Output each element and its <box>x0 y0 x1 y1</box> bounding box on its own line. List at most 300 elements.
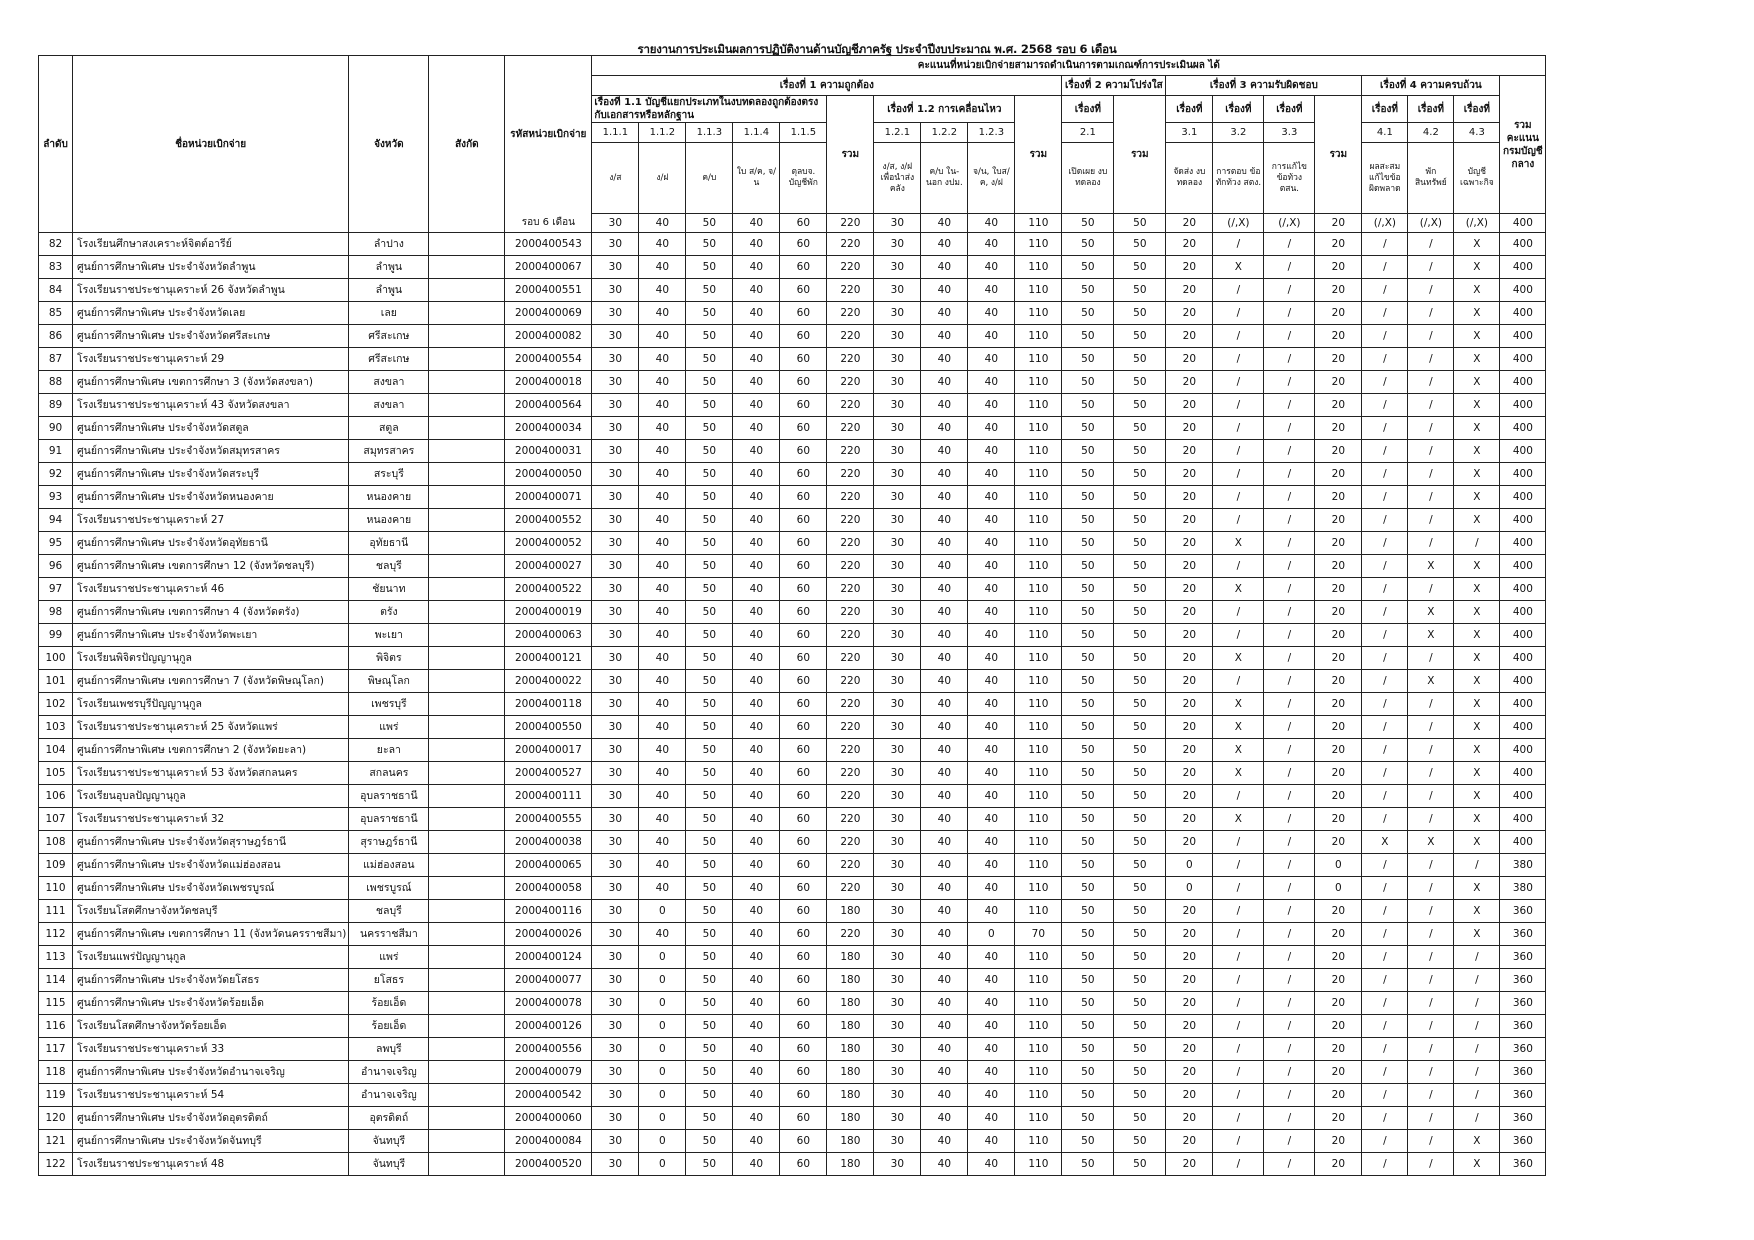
row-province: แพร่ <box>349 716 429 739</box>
max-score-cell: 50 <box>1114 214 1166 233</box>
row-score-cell: 400 <box>1500 440 1546 463</box>
row-score-cell: 20 <box>1315 670 1362 693</box>
row-score-cell: 30 <box>874 417 921 440</box>
row-score-cell: 40 <box>921 440 968 463</box>
max-score-cell: 40 <box>733 214 780 233</box>
header-round: รอบ 6 เดือน <box>505 214 592 233</box>
row-score-cell: 30 <box>592 785 639 808</box>
row-score-cell: X <box>1408 601 1454 624</box>
row-score-cell: 20 <box>1315 785 1362 808</box>
row-score-cell: 40 <box>639 578 686 601</box>
row-unit-name: ศูนย์การศึกษาพิเศษ ประจำจังหวัดอุทัยธานี <box>73 532 349 555</box>
row-score-cell: 60 <box>780 1084 827 1107</box>
report-title: รายงานการประเมินผลการปฏิบัติงานด้านบัญชีภาครัฐ ประจำปีงบประมาณ พ.ศ. 2568 รอบ 6 เดือน <box>637 42 1117 56</box>
row-order: 94 <box>39 509 73 532</box>
table-row <box>39 417 1546 440</box>
row-score-cell: 30 <box>592 279 639 302</box>
row-score-cell: 0 <box>639 1015 686 1038</box>
row-score-cell: 0 <box>1166 877 1213 900</box>
table-row <box>39 854 1546 877</box>
row-score-cell: / <box>1408 532 1454 555</box>
row-score-cell: 40 <box>968 624 1015 647</box>
row-score-cell: 30 <box>874 831 921 854</box>
row-score-cell: 110 <box>1015 693 1062 716</box>
row-score-cell: 40 <box>921 854 968 877</box>
row-score-cell: 50 <box>686 325 733 348</box>
row-unit-name: โรงเรียนโสตศึกษาจังหวัดร้อยเอ็ด <box>73 1015 349 1038</box>
row-unit-code: 2000400520 <box>505 1153 592 1176</box>
header-topic-4: เรื่องที่ 4 ความครบถ้วน <box>1362 76 1500 96</box>
row-score-cell: 20 <box>1166 785 1213 808</box>
row-score-cell: 40 <box>921 739 968 762</box>
row-order: 82 <box>39 233 73 256</box>
row-score-cell: 40 <box>639 509 686 532</box>
row-score-cell: 50 <box>686 463 733 486</box>
row-score-cell: 400 <box>1500 716 1546 739</box>
row-score-cell: 40 <box>639 302 686 325</box>
row-unit-code: 2000400078 <box>505 992 592 1015</box>
row-score-cell: 40 <box>921 394 968 417</box>
header-desc-3-3: การแก้ไข ข้อท้วง ตสน. <box>1264 143 1315 214</box>
row-score-cell: 400 <box>1500 762 1546 785</box>
header-topic-3-3: เรื่องที่ <box>1264 96 1315 123</box>
row-score-cell: 400 <box>1500 785 1546 808</box>
row-score-cell: 110 <box>1015 302 1062 325</box>
row-score-cell: 30 <box>874 716 921 739</box>
row-score-cell: 180 <box>827 1061 874 1084</box>
max-score-cell: 50 <box>1062 214 1114 233</box>
row-score-cell: X <box>1454 279 1500 302</box>
row-score-cell: / <box>1454 1061 1500 1084</box>
row-score-cell: 60 <box>780 509 827 532</box>
table-row <box>39 808 1546 831</box>
row-score-cell: 220 <box>827 302 874 325</box>
row-score-cell: 40 <box>733 1061 780 1084</box>
row-score-cell: 30 <box>874 1107 921 1130</box>
row-score-cell: 30 <box>874 1153 921 1176</box>
row-score-cell: / <box>1213 394 1264 417</box>
row-score-cell: / <box>1264 785 1315 808</box>
row-score-cell: / <box>1213 1084 1264 1107</box>
row-province: พะเยา <box>349 624 429 647</box>
row-score-cell: 50 <box>1062 946 1114 969</box>
row-score-cell: 50 <box>1062 1061 1114 1084</box>
row-score-cell: 0 <box>639 1084 686 1107</box>
row-score-cell: 40 <box>733 1153 780 1176</box>
row-province: อุทัยธานี <box>349 532 429 555</box>
row-province: สมุทรสาคร <box>349 440 429 463</box>
row-score-cell: 220 <box>827 785 874 808</box>
row-score-cell: 60 <box>780 785 827 808</box>
row-score-cell: 20 <box>1315 532 1362 555</box>
row-unit-code: 2000400556 <box>505 1038 592 1061</box>
row-score-cell: 60 <box>780 302 827 325</box>
row-score-cell: 20 <box>1166 670 1213 693</box>
row-unit-code: 2000400034 <box>505 417 592 440</box>
row-unit-code: 2000400084 <box>505 1130 592 1153</box>
row-score-cell: 30 <box>592 831 639 854</box>
row-score-cell: 40 <box>733 900 780 923</box>
row-score-cell: 30 <box>874 670 921 693</box>
row-score-cell: 400 <box>1500 325 1546 348</box>
row-score-cell: / <box>1408 969 1454 992</box>
row-score-cell: 30 <box>592 923 639 946</box>
row-score-cell: 40 <box>921 946 968 969</box>
row-order: 102 <box>39 693 73 716</box>
row-score-cell: 400 <box>1500 371 1546 394</box>
row-score-cell: 60 <box>780 532 827 555</box>
row-affiliation <box>429 440 505 463</box>
row-score-cell: 50 <box>1114 1153 1166 1176</box>
row-score-cell: 60 <box>780 762 827 785</box>
table-row <box>39 601 1546 624</box>
row-score-cell: / <box>1264 1130 1315 1153</box>
row-score-cell: 30 <box>592 302 639 325</box>
row-score-cell: 50 <box>1114 233 1166 256</box>
row-score-cell: 20 <box>1166 693 1213 716</box>
row-score-cell: / <box>1264 739 1315 762</box>
row-order: 100 <box>39 647 73 670</box>
row-score-cell: 50 <box>1114 371 1166 394</box>
header-topic-4-3: เรื่องที่ <box>1454 96 1500 123</box>
row-score-cell: / <box>1264 348 1315 371</box>
row-score-cell: X <box>1213 256 1264 279</box>
row-score-cell: 40 <box>968 394 1015 417</box>
row-score-cell: 360 <box>1500 992 1546 1015</box>
row-score-cell: 40 <box>921 601 968 624</box>
table-row <box>39 1015 1546 1038</box>
row-score-cell: 50 <box>1062 601 1114 624</box>
row-score-cell: 220 <box>827 486 874 509</box>
row-score-cell: 20 <box>1166 348 1213 371</box>
row-score-cell: 400 <box>1500 463 1546 486</box>
row-score-cell: 40 <box>733 877 780 900</box>
row-score-cell: 50 <box>686 1038 733 1061</box>
row-score-cell: 50 <box>1062 900 1114 923</box>
row-score-cell: X <box>1454 831 1500 854</box>
row-score-cell: / <box>1213 1015 1264 1038</box>
table-row <box>39 670 1546 693</box>
row-score-cell: 400 <box>1500 532 1546 555</box>
row-score-cell: 20 <box>1315 371 1362 394</box>
row-score-cell: / <box>1362 302 1408 325</box>
row-score-cell: 50 <box>686 279 733 302</box>
row-score-cell: / <box>1408 808 1454 831</box>
row-score-cell: 50 <box>1114 1130 1166 1153</box>
row-score-cell: 360 <box>1500 923 1546 946</box>
row-score-cell: 40 <box>968 854 1015 877</box>
row-score-cell: / <box>1264 532 1315 555</box>
table-row <box>39 486 1546 509</box>
table-row <box>39 463 1546 486</box>
row-score-cell: 30 <box>874 969 921 992</box>
max-score-cell: 110 <box>1015 214 1062 233</box>
row-score-cell: 30 <box>592 348 639 371</box>
row-order: 90 <box>39 417 73 440</box>
row-score-cell: / <box>1408 716 1454 739</box>
row-province: ลำพูน <box>349 279 429 302</box>
row-score-cell: / <box>1213 1153 1264 1176</box>
row-score-cell: 400 <box>1500 808 1546 831</box>
row-score-cell: / <box>1362 1130 1408 1153</box>
row-score-cell: / <box>1213 624 1264 647</box>
row-score-cell: 20 <box>1315 647 1362 670</box>
row-score-cell: 50 <box>1062 877 1114 900</box>
row-score-cell: 40 <box>921 1130 968 1153</box>
row-affiliation <box>429 877 505 900</box>
row-unit-name: โรงเรียนราชประชานุเคราะห์ 46 <box>73 578 349 601</box>
max-score-cell: (/,X) <box>1408 214 1454 233</box>
row-score-cell: 50 <box>686 647 733 670</box>
row-score-cell: / <box>1408 256 1454 279</box>
row-unit-name: โรงเรียนราชประชานุเคราะห์ 32 <box>73 808 349 831</box>
row-score-cell: 30 <box>592 1084 639 1107</box>
row-score-cell: 60 <box>780 348 827 371</box>
row-score-cell: 40 <box>921 256 968 279</box>
table-row <box>39 279 1546 302</box>
row-score-cell: 50 <box>1062 348 1114 371</box>
row-score-cell: / <box>1362 785 1408 808</box>
row-score-cell: X <box>1454 348 1500 371</box>
row-order: 116 <box>39 1015 73 1038</box>
row-score-cell: 50 <box>686 900 733 923</box>
row-score-cell: 40 <box>639 555 686 578</box>
row-score-cell: 20 <box>1166 578 1213 601</box>
row-score-cell: 20 <box>1166 302 1213 325</box>
row-score-cell: 110 <box>1015 233 1062 256</box>
row-score-cell: 40 <box>968 371 1015 394</box>
row-affiliation <box>429 992 505 1015</box>
row-score-cell: 50 <box>686 877 733 900</box>
row-affiliation <box>429 325 505 348</box>
max-score-cell: 220 <box>827 214 874 233</box>
row-score-cell: 220 <box>827 348 874 371</box>
row-score-cell: X <box>1454 808 1500 831</box>
row-score-cell: 50 <box>1062 440 1114 463</box>
row-score-cell: 30 <box>592 555 639 578</box>
row-unit-name: ศูนย์การศึกษาพิเศษ ประจำจังหวัดยโสธร <box>73 969 349 992</box>
row-score-cell: 20 <box>1315 486 1362 509</box>
row-score-cell: 50 <box>686 417 733 440</box>
row-score-cell: 20 <box>1166 417 1213 440</box>
table-row <box>39 831 1546 854</box>
row-score-cell: X <box>1454 371 1500 394</box>
row-score-cell: 50 <box>1114 440 1166 463</box>
table-row <box>39 877 1546 900</box>
row-score-cell: / <box>1264 302 1315 325</box>
row-score-cell: 40 <box>733 279 780 302</box>
max-score-cell: 20 <box>1166 214 1213 233</box>
header-province: จังหวัด <box>349 56 429 233</box>
row-affiliation <box>429 808 505 831</box>
row-province: หนองคาย <box>349 486 429 509</box>
row-score-cell: 40 <box>733 371 780 394</box>
header-code-2-1: 2.1 <box>1062 123 1114 143</box>
row-score-cell: 60 <box>780 325 827 348</box>
row-score-cell: / <box>1264 946 1315 969</box>
row-score-cell: / <box>1213 463 1264 486</box>
table-row <box>39 302 1546 325</box>
row-province: แม่ฮ่องสอน <box>349 854 429 877</box>
row-score-cell: 50 <box>1114 877 1166 900</box>
row-score-cell: / <box>1213 670 1264 693</box>
row-score-cell: 40 <box>639 348 686 371</box>
row-score-cell: 50 <box>1114 785 1166 808</box>
row-score-cell: 40 <box>639 739 686 762</box>
row-score-cell: 50 <box>1114 1015 1166 1038</box>
row-score-cell: / <box>1454 946 1500 969</box>
row-score-cell: 50 <box>686 394 733 417</box>
row-score-cell: 60 <box>780 279 827 302</box>
row-score-cell: X <box>1454 900 1500 923</box>
row-score-cell: 30 <box>874 555 921 578</box>
row-score-cell: 40 <box>733 348 780 371</box>
row-unit-name: โรงเรียนราชประชานุเคราะห์ 43 จังหวัดสงขลา <box>73 394 349 417</box>
row-score-cell: 40 <box>733 693 780 716</box>
row-unit-code: 2000400050 <box>505 463 592 486</box>
header-code-4-1: 4.1 <box>1362 123 1408 143</box>
row-score-cell: 30 <box>874 532 921 555</box>
row-unit-name: ศูนย์การศึกษาพิเศษ เขตการศึกษา 7 (จังหวัดพิษณุโลก) <box>73 670 349 693</box>
row-score-cell: 50 <box>1114 762 1166 785</box>
row-score-cell: 60 <box>780 831 827 854</box>
row-order: 92 <box>39 463 73 486</box>
row-score-cell: 30 <box>874 601 921 624</box>
row-score-cell: / <box>1408 1130 1454 1153</box>
row-score-cell: 220 <box>827 578 874 601</box>
row-score-cell: / <box>1264 670 1315 693</box>
row-score-cell: 110 <box>1015 647 1062 670</box>
row-score-cell: 40 <box>733 831 780 854</box>
row-order: 120 <box>39 1107 73 1130</box>
row-score-cell: 40 <box>921 233 968 256</box>
row-score-cell: 110 <box>1015 394 1062 417</box>
row-score-cell: 60 <box>780 969 827 992</box>
row-score-cell: 50 <box>1062 1084 1114 1107</box>
row-score-cell: 110 <box>1015 509 1062 532</box>
row-score-cell: 40 <box>733 808 780 831</box>
row-score-cell: 20 <box>1166 486 1213 509</box>
row-score-cell: 110 <box>1015 440 1062 463</box>
row-score-cell: 220 <box>827 762 874 785</box>
row-score-cell: 50 <box>686 1130 733 1153</box>
row-score-cell: 110 <box>1015 532 1062 555</box>
row-unit-name: ศูนย์การศึกษาพิเศษ ประจำจังหวัดสมุทรสาคร <box>73 440 349 463</box>
row-score-cell: / <box>1362 256 1408 279</box>
row-score-cell: / <box>1264 1038 1315 1061</box>
row-score-cell: 60 <box>780 1061 827 1084</box>
row-order: 121 <box>39 1130 73 1153</box>
header-topic-2-1: เรื่องที่ <box>1062 96 1114 123</box>
row-score-cell: / <box>1362 348 1408 371</box>
row-unit-name: ศูนย์การศึกษาพิเศษ ประจำจังหวัดแม่ฮ่องสอน <box>73 854 349 877</box>
row-score-cell: 40 <box>921 555 968 578</box>
row-score-cell: 360 <box>1500 946 1546 969</box>
row-score-cell: 180 <box>827 1084 874 1107</box>
row-score-cell: 400 <box>1500 486 1546 509</box>
row-score-cell: 20 <box>1315 900 1362 923</box>
row-unit-code: 2000400071 <box>505 486 592 509</box>
row-score-cell: 50 <box>686 440 733 463</box>
row-score-cell: 50 <box>686 371 733 394</box>
row-score-cell: 50 <box>1062 693 1114 716</box>
row-score-cell: / <box>1213 555 1264 578</box>
row-score-cell: 110 <box>1015 1153 1062 1176</box>
row-score-cell: 0 <box>639 1107 686 1130</box>
row-score-cell: 40 <box>968 555 1015 578</box>
row-score-cell: 40 <box>639 371 686 394</box>
row-score-cell: 0 <box>639 1038 686 1061</box>
row-unit-code: 2000400027 <box>505 555 592 578</box>
row-score-cell: 360 <box>1500 1107 1546 1130</box>
row-score-cell: / <box>1264 831 1315 854</box>
row-score-cell: 50 <box>686 555 733 578</box>
row-score-cell: 40 <box>921 1107 968 1130</box>
row-score-cell: 0 <box>1315 877 1362 900</box>
row-unit-name: โรงเรียนอุบลปัญญานุกูล <box>73 785 349 808</box>
row-score-cell: 20 <box>1166 1153 1213 1176</box>
table-row <box>39 1153 1546 1176</box>
header-code-1-1-4: 1.1.4 <box>733 123 780 143</box>
row-unit-name: ศูนย์การศึกษาพิเศษ เขตการศึกษา 11 (จังหวัดนครราชสีมา) <box>73 923 349 946</box>
row-score-cell: 40 <box>733 647 780 670</box>
row-score-cell: 50 <box>1062 302 1114 325</box>
row-score-cell: 20 <box>1166 371 1213 394</box>
row-score-cell: 40 <box>733 463 780 486</box>
row-score-cell: / <box>1362 394 1408 417</box>
row-score-cell: / <box>1264 1107 1315 1130</box>
row-score-cell: 50 <box>686 601 733 624</box>
row-province: หนองคาย <box>349 509 429 532</box>
row-score-cell: / <box>1362 969 1408 992</box>
row-score-cell: 50 <box>1062 371 1114 394</box>
row-score-cell: 20 <box>1166 601 1213 624</box>
row-score-cell: 50 <box>1062 785 1114 808</box>
row-score-cell: 110 <box>1015 1130 1062 1153</box>
row-score-cell: / <box>1362 808 1408 831</box>
row-score-cell: / <box>1408 785 1454 808</box>
row-score-cell: 40 <box>733 417 780 440</box>
row-score-cell: 50 <box>686 1015 733 1038</box>
row-score-cell: 20 <box>1315 1107 1362 1130</box>
row-score-cell: 40 <box>921 1084 968 1107</box>
row-score-cell: / <box>1454 532 1500 555</box>
row-province: นครราชสีมา <box>349 923 429 946</box>
row-score-cell: 50 <box>1114 1107 1166 1130</box>
row-province: ชลบุรี <box>349 555 429 578</box>
row-score-cell: 220 <box>827 233 874 256</box>
row-score-cell: 380 <box>1500 854 1546 877</box>
row-affiliation <box>429 578 505 601</box>
header-desc-2-1: เปิดเผย งบทดลอง <box>1062 143 1114 214</box>
row-score-cell: 30 <box>592 486 639 509</box>
row-score-cell: 50 <box>1114 693 1166 716</box>
row-score-cell: 40 <box>921 348 968 371</box>
row-score-cell: 30 <box>874 1038 921 1061</box>
row-score-cell: 400 <box>1500 739 1546 762</box>
row-score-cell: / <box>1264 1015 1315 1038</box>
row-score-cell: 30 <box>592 532 639 555</box>
row-score-cell: 50 <box>686 348 733 371</box>
header-topic-1-2: เรื่องที่ 1.2 การเคลื่อนไหว <box>874 96 1015 123</box>
row-score-cell: 40 <box>921 578 968 601</box>
row-score-cell: 60 <box>780 877 827 900</box>
row-score-cell: 20 <box>1315 509 1362 532</box>
row-province: สงขลา <box>349 394 429 417</box>
row-score-cell: / <box>1213 900 1264 923</box>
row-order: 115 <box>39 992 73 1015</box>
row-score-cell: / <box>1362 233 1408 256</box>
